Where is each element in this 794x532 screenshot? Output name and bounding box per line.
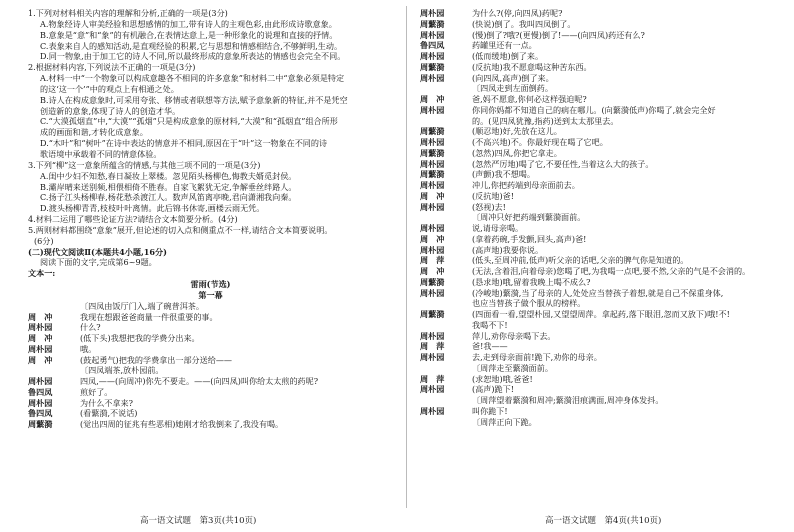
speaker-name	[420, 212, 460, 223]
left-page-footer: 高一语文试题 第3页(共10页)	[140, 516, 257, 526]
speaker-name: 周朴园	[420, 158, 445, 169]
speaker-name: 周蘩漪	[420, 18, 445, 29]
dialogue-text: (忽然)四凤,你把它拿走。	[472, 147, 562, 158]
speaker-name: 周蘩漪	[420, 276, 445, 287]
dialogue-text: 〔四凤端茶,放朴园前。	[80, 365, 164, 376]
dialogue-line	[420, 384, 770, 395]
dialogue-text: 萍儿,劝你母亲喝下去。	[472, 330, 556, 341]
dialogue-text: (四面看一看,望望朴园,又望望周萍。拿起药,落下眼泪,忽而又放下)哦!不!	[472, 309, 730, 319]
dialogue-text: 也应当替孩子做个服从的榜样。	[472, 298, 586, 309]
text-line: 成的画面和谐,才转化成意象。	[40, 127, 148, 138]
dialogue-line	[420, 277, 770, 288]
dialogue-line	[420, 159, 770, 170]
dialogue-line	[28, 419, 393, 430]
dialogue-line	[28, 312, 393, 323]
dialogue-line	[28, 398, 393, 409]
text-line: 阅读下面的文字,完成第6~9题。	[40, 257, 157, 268]
text-line: 1.下列对材料相关内容的理解和分析,正确的一项是(3分)	[28, 8, 228, 18]
dialogue-line	[420, 406, 770, 417]
dialogue-text: (拿着药碗,手发颤,回头,高声)爸!	[472, 233, 587, 244]
dialogue-text: (冷峻地)蘩漪,当了母亲的人,处处应当替孩子着想,就是自己不保重身体,	[472, 287, 724, 298]
speaker-name: 周朴园	[420, 51, 445, 61]
dialogue-text: (鼓起勇气)把我的学费拿出一部分送给——	[80, 354, 233, 365]
dialogue-line	[420, 116, 770, 127]
dialogue-text: (无法,含着泪,向着母亲)您喝了吧,为我喝一点吧,要不然,父亲的气是不会消的。	[472, 266, 751, 276]
dialogue-text: (恳求地)哦,留着我晚上喝不成么?	[472, 276, 591, 287]
dialogue-text: (忽然严厉地)喝了它,不要任性,当着这么大的孩子。	[472, 158, 654, 169]
speaker-name: 鲁四凤	[28, 408, 53, 419]
dialogue-line	[420, 137, 770, 148]
dialogue-text: (低头,至周冲前,低声)听父亲的话吧,父亲的脾气你是知道的。	[472, 255, 689, 266]
dialogue-text: 〔周萍走至蘩漪面前。	[472, 362, 553, 373]
dialogue-text: 爸!我——	[472, 341, 508, 352]
speaker-name: 周朴园	[420, 137, 445, 147]
speaker-name: 周 萍	[420, 341, 445, 352]
dialogue-line	[420, 363, 770, 374]
speaker-name	[420, 116, 460, 127]
dialogue-line	[28, 355, 393, 366]
text-line: B.诗人在构成意象时,可采用夸张、移情或者联想等方法,赋予意象新的特征,并不是凭空	[40, 94, 348, 105]
dialogue-line	[420, 352, 770, 363]
dialogue-line	[420, 191, 770, 202]
dialogue-line	[420, 255, 770, 266]
speaker-name: 周朴园	[420, 384, 445, 395]
speaker-name: 周蘩漪	[28, 419, 53, 430]
dialogue-text: 我喝不下!	[472, 319, 508, 330]
dialogue-text: (反抗地)我不愿意喝这种苦东西。	[472, 61, 592, 72]
speaker-name: 周 萍	[420, 373, 445, 384]
speaker-name: 周 冲	[28, 333, 53, 344]
speaker-name: 周朴园	[420, 104, 445, 115]
dialogue-text: (高声地)我要你说。	[472, 244, 544, 255]
dialogue-line	[420, 8, 770, 19]
dialogue-line	[420, 309, 770, 320]
dialogue-line	[420, 148, 770, 159]
dialogue-text: (向四凤,高声)倒了来。	[472, 72, 554, 83]
speaker-name: 鲁四凤	[420, 40, 445, 51]
text-line: D.同一物象,由于加工它的诗人不同,所以最终形成的意象所表达的情感也会完全不同。	[40, 51, 346, 62]
speaker-name: 周朴园	[28, 343, 53, 354]
dialogue-text: (觉出四周的征兆有些恶相)她刚才给我倒来了,我没有喝。	[80, 419, 284, 430]
dialogue-line	[28, 333, 393, 344]
dialogue-line	[420, 19, 770, 30]
dialogue-text: 说,请母亲喝。	[472, 223, 524, 233]
speaker-name: 周朴园	[420, 244, 445, 255]
speaker-name: 周蘩漪	[420, 147, 445, 158]
speaker-name	[420, 395, 460, 406]
speaker-name	[420, 83, 460, 94]
dialogue-text: 爸,妈不愿意,你何必这样强迫呢?	[472, 94, 587, 104]
dialogue-text: (看蘩漪,不说话)	[80, 408, 138, 419]
dialogue-line	[420, 234, 770, 245]
speaker-name: 周 冲	[420, 233, 445, 244]
text-line: (6分)	[34, 235, 54, 246]
dialogue-line	[420, 374, 770, 385]
speaker-name: 周蘩漪	[420, 61, 445, 72]
dialogue-line	[28, 322, 393, 333]
speaker-name: 周朴园	[420, 223, 445, 233]
speaker-name: 周蘩漪	[420, 169, 445, 180]
text-line: C.“大漠孤烟直”中,“大漠”“孤烟”只是构成意象的原材料,“大漠”和“孤烟直”组合所形	[40, 116, 338, 127]
speaker-name: 周朴园	[420, 330, 445, 341]
text-line: 文本一:	[28, 268, 56, 279]
speaker-name	[420, 363, 460, 374]
text-line: 的这‘这一个’”中的观点上有相通之处。	[40, 83, 179, 94]
dialogue-line	[420, 212, 770, 223]
text-line: B.灞岸晴来送别频,相偎相倚不胜春。自家飞絮犹无定,争解垂丝绊路人。	[40, 181, 297, 192]
dialogue-text: (低而缓地)倒了来。	[472, 51, 544, 61]
dialogue-line	[420, 51, 770, 62]
text-line: C.扬子江头杨柳春,杨花愁杀渡江人。数声风笛离亭晚,君向潇湘我向秦。	[40, 192, 297, 203]
speaker-name: 周朴园	[28, 376, 53, 387]
dialogue-text: (求恕地)哦,爸爸!	[472, 373, 533, 384]
dialogue-text: (怒视)去!	[472, 201, 506, 212]
left-page	[28, 0, 393, 532]
dialogue-text: (慢)倒了?哦?(更慢)倒了!——(向四凤)药还有么?	[472, 29, 645, 40]
speaker-name: 周 冲	[28, 354, 53, 365]
dialogue-text: 冲儿,你把药端到母亲面前去。	[472, 180, 580, 190]
text-line: D.渡头杨柳青青,枝枝叶叶离情。此后锦书休寄,画楼云雨无凭。	[40, 203, 265, 214]
dialogue-text: (顺忍地)好,先放在这儿。	[472, 126, 562, 137]
dialogue-line	[420, 40, 770, 51]
dialogue-text: 〔周冲只好把药端到蘩漪面前。	[472, 212, 586, 223]
page-divider	[406, 6, 407, 508]
dialogue-line	[420, 417, 770, 428]
speaker-name: 周 冲	[420, 190, 445, 201]
dialogue-line	[420, 73, 770, 84]
text-line: 5.两则材料都围绕“意象”展开,但论述的切入点和侧重点不一样,请结合文本简要说明。	[28, 224, 333, 235]
dialogue-line	[28, 408, 393, 419]
dialogue-line	[420, 169, 770, 180]
text-line: B.意象是“意”和“象”的有机融合,在表情达意上,是一种形象化的说理和直接的抒情。	[40, 29, 338, 40]
speaker-name: 周朴园	[420, 201, 445, 212]
speaker-name: 周 冲	[420, 94, 445, 104]
text-line: 第一幕	[198, 289, 223, 300]
speaker-name: 周朴园	[420, 352, 445, 362]
dialogue-line	[28, 344, 393, 355]
dialogue-text: 四凤,——(向周冲)你先不要走。——(向四凤)叫你给太太煎的药呢?	[80, 376, 319, 387]
dialogue-text: 哦。	[80, 343, 97, 354]
dialogue-line	[28, 387, 393, 398]
dialogue-text: (快说)倒了。我叫四凤倒了。	[472, 18, 576, 29]
dialogue-line	[420, 245, 770, 256]
dialogue-line	[420, 341, 770, 352]
dialogue-text: (低下头)我想把我的学费分出来。	[80, 333, 200, 344]
right-page	[420, 0, 770, 532]
dialogue-line	[420, 223, 770, 234]
right-page-footer: 高一语文试题 第4页(共10页)	[545, 516, 662, 526]
speaker-name: 周朴园	[420, 405, 445, 416]
text-line: 2.根据材料内容,下列说法不正确的一项是(3分)	[28, 62, 196, 73]
dialogue-line	[420, 395, 770, 406]
dialogue-text: (反抗地)爸!	[472, 190, 514, 201]
speaker-name: 周蘩漪	[420, 309, 445, 319]
dialogue-text: 〔周萍正向下跪。	[472, 416, 537, 427]
speaker-name: 周朴园	[420, 287, 445, 298]
dialogue-text: 〔周萍望着蘩漪和周冲;蘩漪泪痕满面,周冲身体发抖。	[472, 395, 664, 405]
dialogue-text: 去,走到母亲面前!跪下,劝你的母亲。	[472, 352, 602, 362]
dialogue-text: 你同你妈都不知道自己的病在哪儿。(向蘩漪低声)你喝了,就会完全好	[472, 104, 716, 115]
dialogue-line	[420, 202, 770, 213]
text-line: 4.材料二运用了哪些论证方法?请结合文本简要分析。(4分)	[28, 214, 238, 225]
speaker-name	[28, 301, 68, 312]
speaker-name: 周朴园	[420, 72, 445, 83]
dialogue-line	[420, 62, 770, 73]
dialogue-text: 药罐里还有一点。	[472, 40, 537, 51]
text-line: D.“木叶”和“树叶”在诗中表达的情意并不相同,原因在于“叶”这一物象在不同的诗	[40, 138, 328, 149]
text-line: C.表象来自人的感知活动,是直观经验的积累,它与思想和情感相结合,不够鲜明,生动。	[40, 40, 343, 51]
speaker-name: 周 冲	[28, 311, 53, 322]
speaker-name	[420, 298, 460, 309]
speaker-name: 周 萍	[420, 255, 445, 266]
dialogue-text: 〔四凤由饭厅门入,端了碗普洱茶。	[80, 300, 204, 311]
dialogue-line	[420, 83, 770, 94]
dialogue-text: (声颤)我不想喝。	[472, 169, 535, 180]
dialogue-line	[420, 331, 770, 342]
text-line: A.材料一中“一个物象可以构成意趣各不相同的许多意象”和材料二中“意象必须是特定	[40, 73, 345, 84]
text-line: A.闺中少妇不知愁,春日凝妆上翠楼。忽见陌头杨柳色,悔教夫婿觅封侯。	[40, 170, 297, 181]
dialogue-line	[28, 376, 393, 387]
dialogue-text: (高声)跪下!	[472, 384, 514, 395]
speaker-name: 周 冲	[420, 266, 445, 276]
dialogue-line	[420, 298, 770, 309]
text-line: (二)现代文阅读Ⅱ(本题共4小题,16分)	[28, 246, 167, 257]
speaker-name: 周朴园	[28, 322, 53, 333]
dialogue-text: 我现在想跟爸爸商量一件很重要的事。	[80, 311, 218, 322]
speaker-name: 周朴园	[420, 8, 445, 18]
dialogue-line	[28, 301, 393, 312]
dialogue-line	[420, 180, 770, 191]
speaker-name	[420, 320, 460, 331]
dialogue-text: 〔四凤走到左面倒药。	[472, 83, 553, 94]
dialogue-line	[28, 365, 393, 376]
dialogue-text: 煎好了。	[80, 386, 113, 397]
speaker-name	[28, 365, 68, 376]
text-line: 雷雨(节选)	[190, 279, 231, 290]
dialogue-text: 的。(见四凤犹豫,指药)送到太太那里去。	[472, 115, 619, 126]
dialogue-line	[420, 320, 770, 331]
dialogue-line	[420, 266, 770, 277]
speaker-name: 鲁四凤	[28, 386, 53, 397]
text-line: 创造新的意象,体现了诗人的创造才华。	[40, 105, 181, 116]
dialogue-line	[420, 288, 770, 299]
text-line: 歌语境中承载着不同的情意体验。	[40, 148, 162, 159]
text-line: 3.下列“柳”这一意象所蕴含的情感,与其他三项不同的一项是(3分)	[28, 159, 261, 170]
speaker-name: 周朴园	[28, 397, 53, 408]
dialogue-line	[420, 94, 770, 105]
dialogue-text: 为什么?(停,向四凤)药呢?	[472, 8, 563, 18]
dialogue-text: 为什么不拿来?	[80, 397, 133, 408]
dialogue-line	[420, 30, 770, 41]
dialogue-line	[420, 105, 770, 116]
speaker-name: 周蘩漪	[420, 126, 445, 137]
text-line: A.物象经诗人审美经验和思想感情的加工,带有诗人的主观色彩,由此形成诗歌意象。	[40, 18, 337, 29]
speaker-name: 周朴园	[420, 180, 445, 190]
dialogue-text: 什么?	[80, 322, 101, 333]
dialogue-line	[420, 126, 770, 137]
dialogue-text: (不高兴地)不。你最好现在喝了它吧。	[472, 137, 608, 147]
dialogue-text: 叫你跪下!	[472, 405, 508, 416]
speaker-name	[420, 417, 460, 428]
speaker-name: 周朴园	[420, 29, 445, 40]
